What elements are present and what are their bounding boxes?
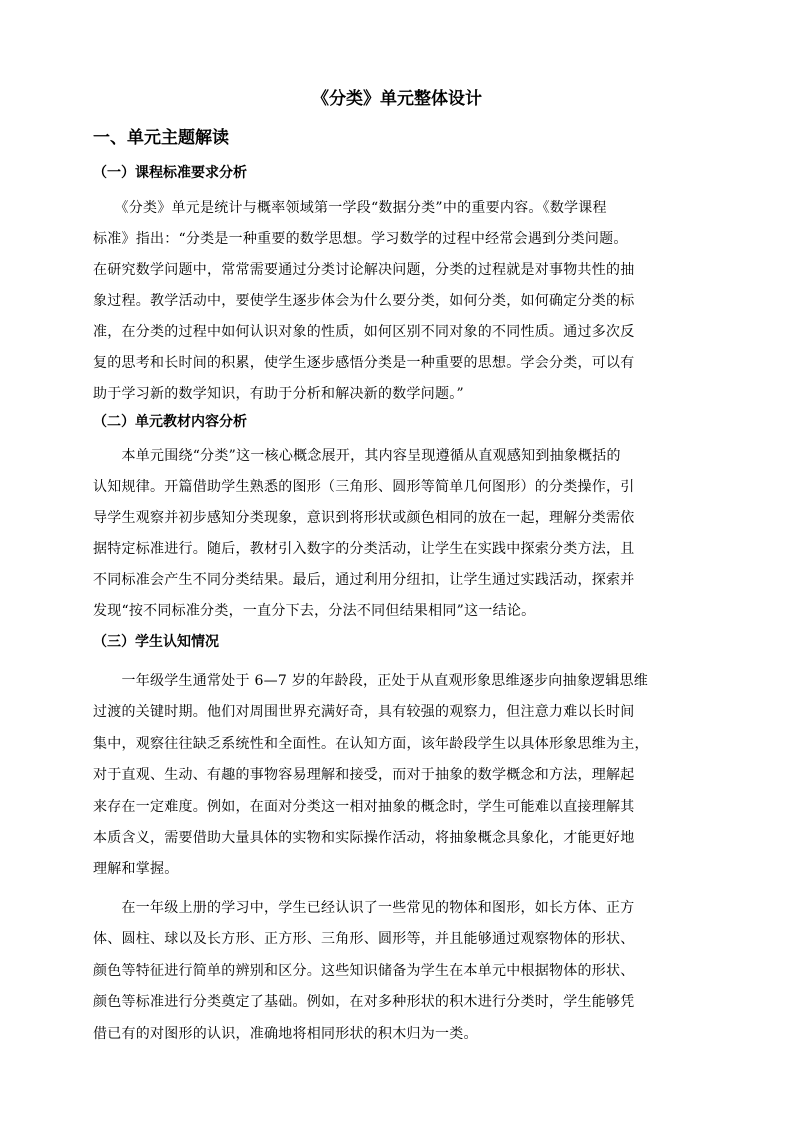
text-line: 集中，观察往往缺乏系统性和全面性。在认知方面，该年龄段学生以具体形象思维为主， xyxy=(93,735,649,752)
text-line: 颜色等标准进行分类奠定了基础。例如，在对多种形状的积木进行分类时，学生能够凭 xyxy=(93,994,635,1011)
text-line: 据特定标准进行。随后，教材引入数字的分类活动，让学生在实践中探索分类方法，且 xyxy=(93,541,635,557)
text-line: 过渡的关键时期。他们对周围世界充满好奇，具有较强的观察力，但注意力难以长时间 xyxy=(93,704,635,721)
text-line: 借已有的对图形的认识，准确地将相同形状的积木归为一类。 xyxy=(93,1025,478,1042)
text-line: 来存在一定难度。例如，在面对分类这一相对抽象的概念时，学生可能难以直接理解其 xyxy=(93,798,635,815)
text-line: 本质含义，需要借助大量具体的实物和实际操作活动，将抽象概念具象化，才能更好地 xyxy=(93,830,635,847)
text-line: 颜色等特征进行简单的辨别和区分。这些知识储备为学生在本单元中根据物体的形状、 xyxy=(93,962,635,979)
subsection-heading-curriculum: （一）课程标准要求分析 xyxy=(93,165,247,181)
paragraph-curriculum-analysis xyxy=(93,193,703,410)
text-line: 发现“按不同标准分类，一直分下去，分法不同但结果相同”这一结论。 xyxy=(93,603,536,619)
document-title: 《分类》单元整体设计 xyxy=(312,89,482,109)
paragraph-student-cognition-2 xyxy=(93,893,703,1050)
text-line: 一年级学生通常处于 6—7 岁的年龄段，正处于从直观形象思维逐步向抽象逻辑思维 xyxy=(93,673,648,689)
text-line: 《分类》单元是统计与概率领域第一学段“数据分类”中的重要内容。《数学课程 xyxy=(93,200,607,216)
text-line: 体、圆柱、球以及长方形、正方形、三角形、圆形等，并且能够通过观察物体的形状、 xyxy=(93,931,635,948)
text-line: 在一年级上册的学习中，学生已经认识了一些常见的物体和图形，如长方体、正方 xyxy=(93,900,635,916)
subsection-heading-textbook-content: （二）单元教材内容分析 xyxy=(93,414,247,430)
text-line: 助于学习新的数学知识，有助于分析和解决新的数学问题。” xyxy=(93,386,464,402)
text-line: 认知规律。开篇借助学生熟悉的图形（三角形、圆形等简单几何图形）的分类操作，引 xyxy=(93,479,635,495)
section-heading-unit-theme: 一、单元主题解读 xyxy=(93,128,229,148)
text-line: 象过程。教学活动中，要使学生逐步体会为什么要分类，如何分类，如何确定分类的标 xyxy=(93,293,635,309)
text-line: 复的思考和长时间的积累，使学生逐步感悟分类是一种重要的思想。学会分类，可以有 xyxy=(93,355,635,371)
text-line: 标准》指出：“分类是一种重要的数学思想。学习数学的过程中经常会遇到分类问题。 xyxy=(93,231,628,247)
text-line: 导学生观察并初步感知分类现象，意识到将形状或颜色相同的放在一起，理解分类需依 xyxy=(93,510,635,526)
text-line: 准，在分类的过程中如何认识对象的性质，如何区别不同对象的不同性质。通过多次反 xyxy=(93,324,635,340)
paragraph-student-cognition-1 xyxy=(93,666,703,886)
text-line: 理解和掌握。 xyxy=(93,861,179,878)
text-line: 对于直观、生动、有趣的事物容易理解和接受，而对于抽象的数学概念和方法，理解起 xyxy=(93,767,635,784)
text-line: 不同标准会产生不同分类结果。最后，通过利用分纽扣，让学生通过实践活动，探索并 xyxy=(93,572,635,588)
subsection-heading-student-cognition: （三）学生认知情况 xyxy=(93,634,219,650)
text-line: 本单元围绕“分类”这一核心概念展开，其内容呈现遵循从直观感知到抽象概括的 xyxy=(93,448,621,464)
paragraph-textbook-analysis xyxy=(93,441,703,627)
text-line: 在研究数学问题中，常常需要通过分类讨论解决问题，分类的过程就是对事物共性的抽 xyxy=(93,262,635,278)
